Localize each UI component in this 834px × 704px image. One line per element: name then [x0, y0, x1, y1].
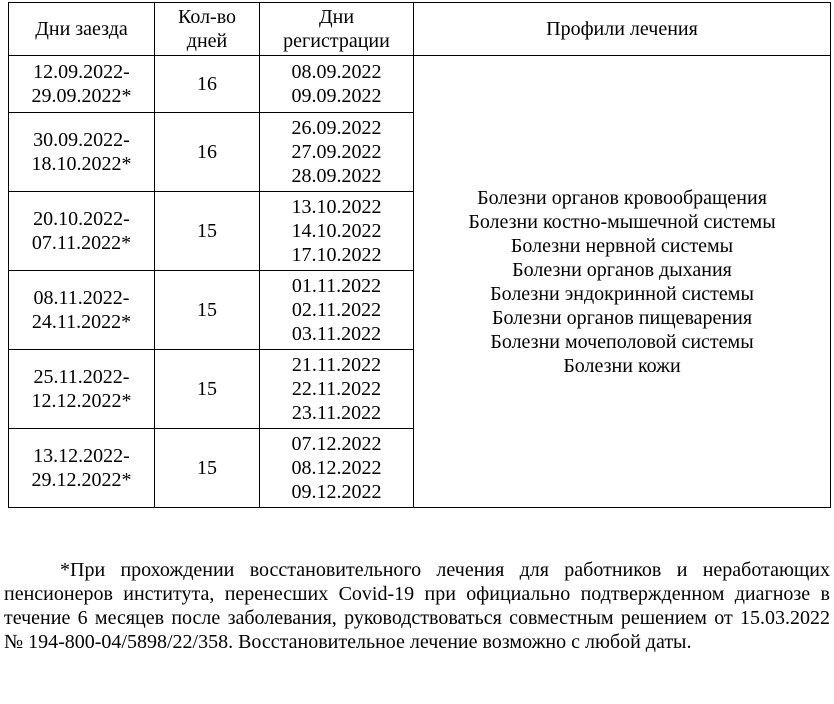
registration-days-cell: [260, 271, 414, 350]
registration-date: 07.12.2022: [291, 433, 382, 455]
arrival-period-cell: [9, 113, 155, 192]
period-start: 13.12.2022-: [33, 445, 130, 467]
footnote: *При прохождении восстановительного лечения для работников и неработающих пенсионеров института, перенесших Covid-19 при официально подтвержденном диагнозе в течение 6 месяцев после заболевания, руководствоваться совместным решением от 15.03.2022 № 194-800-04/5898/22/358. Восстановительное лечение возможно с любой даты.: [4, 559, 830, 653]
registration-date: 02.11.2022: [291, 299, 382, 321]
period-end: 12.12.2022*: [31, 390, 132, 412]
registration-days-cell: [260, 56, 414, 113]
period-end: 29.09.2022*: [31, 85, 132, 107]
registration-date: 09.09.2022: [291, 85, 382, 107]
period-start: 08.11.2022-: [33, 287, 130, 309]
period-start: 12.09.2022-: [33, 61, 130, 83]
profile-item: Болезни нервной системы: [510, 234, 734, 257]
registration-date: 21.11.2022: [291, 354, 382, 376]
profile-item: Болезни костно-мышечной системы: [468, 210, 776, 233]
registration-date: 27.09.2022: [291, 141, 382, 163]
period-end: 29.12.2022*: [31, 469, 132, 491]
registration-date: 08.12.2022: [291, 457, 382, 479]
arrival-period-cell: [9, 350, 155, 429]
days-count-cell: 16: [155, 56, 260, 113]
treatment-profiles-cell: [414, 56, 831, 508]
profile-item: Болезни эндокринной системы: [490, 282, 754, 305]
profile-item: Болезни кожи: [563, 354, 681, 377]
registration-days-cell: [260, 350, 414, 429]
period-start: 30.09.2022-: [33, 129, 130, 151]
period-start: 20.10.2022-: [33, 208, 130, 230]
period-end: 18.10.2022*: [31, 153, 132, 175]
header-arrival-days: Дни заезда: [9, 3, 155, 56]
header-days-count: Кол-во дней: [155, 3, 260, 56]
registration-date: 14.10.2022: [291, 220, 382, 242]
registration-date: 08.09.2022: [291, 61, 382, 83]
registration-date: 03.11.2022: [291, 323, 382, 345]
arrival-period-cell: [9, 271, 155, 350]
profile-item: Болезни органов дыхания: [512, 258, 732, 281]
profile-item: Болезни органов кровообращения: [477, 186, 767, 209]
days-count-cell: 15: [155, 271, 260, 350]
registration-date: 22.11.2022: [291, 378, 382, 400]
registration-days-cell: [260, 429, 414, 508]
registration-date: 26.09.2022: [291, 117, 382, 139]
registration-date: 09.12.2022: [291, 481, 382, 503]
registration-days-cell: [260, 113, 414, 192]
arrival-period-cell: [9, 429, 155, 508]
period-start: 25.11.2022-: [33, 366, 130, 388]
arrival-period-cell: [9, 192, 155, 271]
registration-date: 13.10.2022: [291, 196, 382, 218]
registration-date: 01.11.2022: [291, 275, 382, 297]
registration-date: 28.09.2022: [291, 165, 382, 187]
days-count-cell: 15: [155, 192, 260, 271]
days-count-cell: 15: [155, 350, 260, 429]
period-end: 24.11.2022*: [31, 311, 132, 333]
profile-item: Болезни органов пищеварения: [491, 306, 753, 329]
days-count-cell: 15: [155, 429, 260, 508]
header-row: [9, 3, 831, 56]
arrival-period-cell: [9, 56, 155, 113]
period-end: 07.11.2022*: [31, 232, 132, 254]
header-registration-days: Дни регистрации: [260, 3, 414, 56]
days-count-cell: 16: [155, 113, 260, 192]
schedule-table: [8, 2, 831, 508]
header-treatment-profiles: Профили лечения: [414, 3, 831, 56]
registration-date: 23.11.2022: [291, 402, 382, 424]
registration-days-cell: [260, 192, 414, 271]
profile-item: Болезни мочеполовой системы: [490, 330, 754, 353]
registration-date: 17.10.2022: [291, 244, 382, 266]
table-row: [9, 56, 831, 113]
